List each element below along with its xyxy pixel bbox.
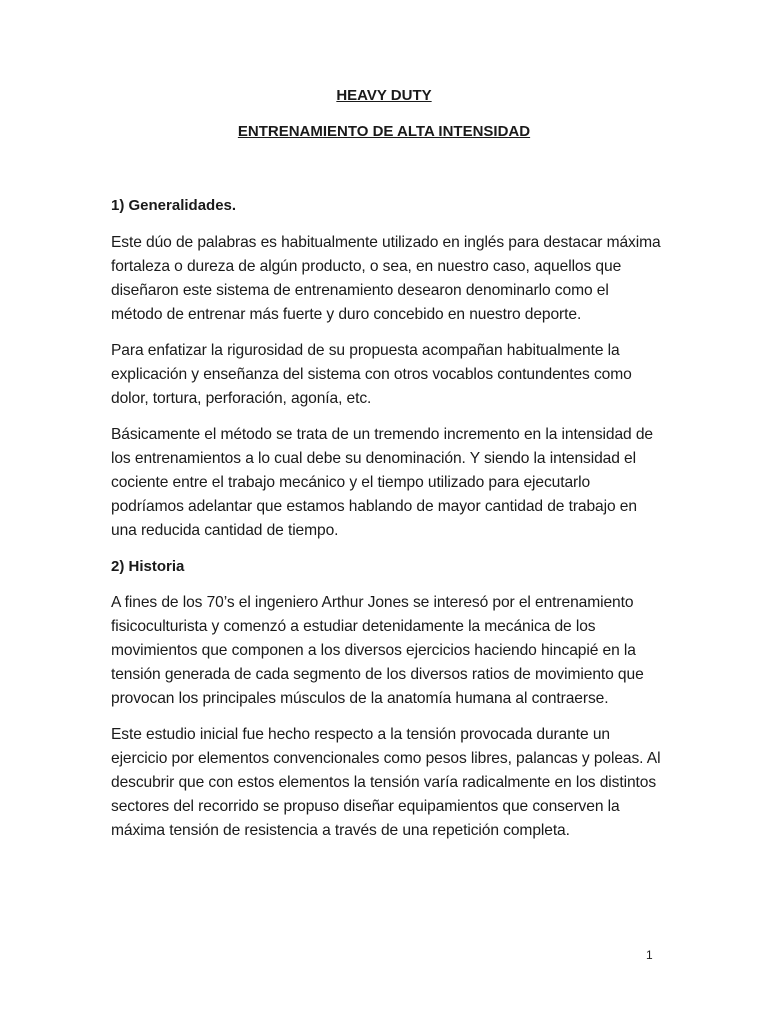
paragraph: A fines de los 70’s el ingeniero Arthur Jones se interesó por el entrenamiento fisicoculturista y comenzó a estudiar detenidamente la mecánica de los movimientos que componen a los diversos ejercicios haciendo hincapié en la tensión generada de cada segmento de los diversos ratios de movimiento que provocan los principales músculos de la anatomía humana al contraerse. — [111, 594, 644, 707]
section-heading-generalidades: 1) Generalidades. — [111, 197, 237, 214]
section-heading-historia: 2) Historia — [111, 558, 185, 575]
document-subtitle: ENTRENAMIENTO DE ALTA INTENSIDAD — [237, 123, 531, 140]
paragraph: Básicamente el método se trata de un tremendo incremento en la intensidad de los entrenamientos a lo cual debe su denominación. Y siendo la intensidad el cociente entre el trabajo mecánico y el tiempo utilizado para ejecutarlo podríamos adelantar que estamos hablando de mayor cantidad de trabajo en una reducida cantidad de tiempo. — [111, 426, 653, 539]
page-number: 1 — [646, 948, 653, 962]
paragraph: Para enfatizar la rigurosidad de su propuesta acompañan habitualmente la explicación y enseñanza del sistema con otros vocablos contundentes como dolor, tortura, perforación, agonía, etc. — [111, 342, 632, 407]
paragraph: Este dúo de palabras es habitualmente utilizado en inglés para destacar máxima fortaleza o dureza de algún producto, o sea, en nuestro caso, aquellos que diseñaron este sistema de entrenamiento desearon denominarlo como el método de entrenar más fuerte y duro concebido en nuestro deporte. — [111, 234, 661, 323]
document-title: HEAVY DUTY — [336, 87, 432, 104]
paragraph: Este estudio inicial fue hecho respecto a la tensión provocada durante un ejercicio por elementos convencionales como pesos libres, palancas y poleas. Al descubrir que con estos elementos la tensión varía radicalmente en los distintos sectores del recorrido se propuso diseñar equipamientos que conserven la máxima tensión de resistencia a través de una repetición completa. — [111, 726, 661, 839]
document-body — [111, 194, 663, 843]
